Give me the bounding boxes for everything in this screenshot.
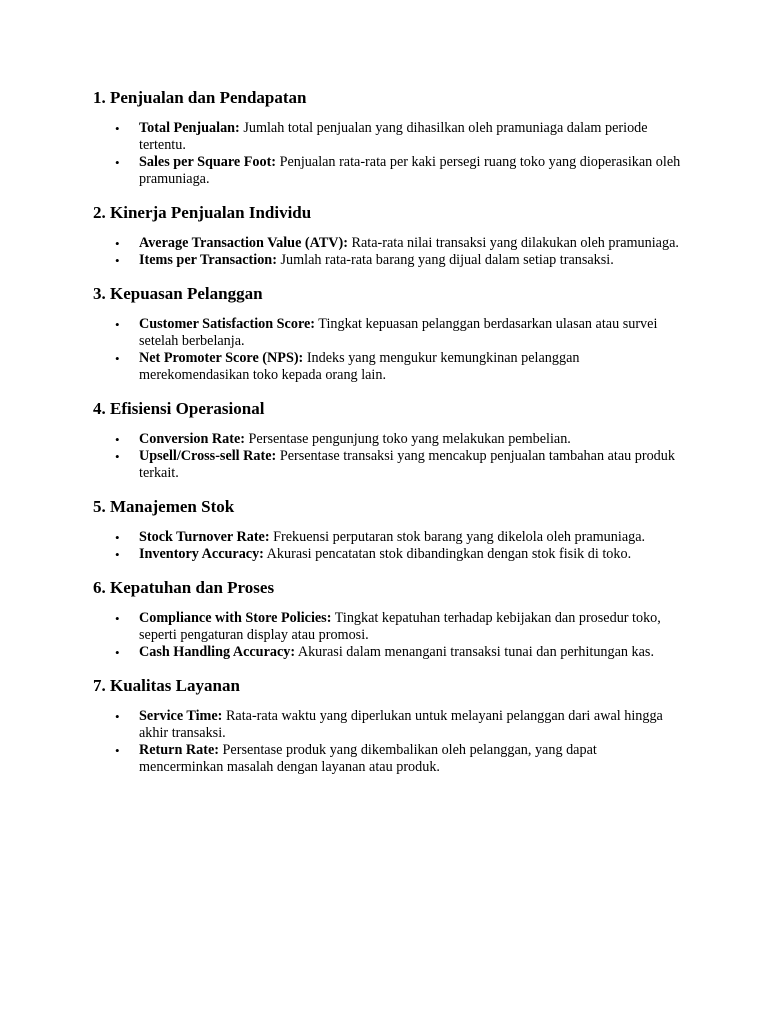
item-term: Sales per Square Foot:	[139, 154, 277, 170]
section-heading: 6. Kepatuhan dan Proses	[93, 578, 275, 597]
list-item	[93, 708, 683, 742]
bullet-list	[93, 120, 683, 188]
section-3	[93, 283, 683, 384]
bullet-icon: •	[115, 155, 120, 170]
section-5	[93, 496, 683, 563]
bullet-icon: •	[115, 709, 120, 724]
list-item	[93, 235, 683, 252]
item-term: Upsell/Cross-sell Rate:	[139, 448, 277, 464]
item-term: Items per Transaction:	[139, 252, 277, 268]
section-heading: 5. Manajemen Stok	[93, 497, 235, 516]
bullet-icon: •	[115, 317, 120, 332]
bullet-list	[93, 235, 683, 269]
list-item	[93, 350, 683, 384]
bullet-icon: •	[115, 547, 120, 562]
item-term: Average Transaction Value (ATV):	[139, 235, 348, 251]
item-description: Akurasi pencatatan stok dibandingkan dengan stok fisik di toko.	[263, 546, 632, 562]
item-term: Compliance with Store Policies:	[139, 610, 332, 626]
bullet-list	[93, 708, 683, 776]
list-item	[93, 546, 683, 563]
bullet-icon: •	[115, 432, 120, 447]
section-2	[93, 202, 683, 269]
document-body	[93, 87, 683, 776]
item-term: Conversion Rate:	[139, 431, 245, 447]
bullet-icon: •	[115, 121, 120, 136]
bullet-icon: •	[115, 351, 120, 366]
list-item	[93, 154, 683, 188]
bullet-list	[93, 610, 683, 661]
section-heading: 1. Penjualan dan Pendapatan	[93, 88, 307, 107]
bullet-icon: •	[115, 645, 120, 660]
item-description: Persentase produk yang dikembalikan oleh pelanggan, yang dapat mencerminkan masalah dengan layanan atau produk.	[139, 742, 597, 775]
bullet-icon: •	[115, 743, 120, 758]
item-term: Total Penjualan:	[139, 120, 240, 136]
item-term: Stock Turnover Rate:	[139, 529, 270, 545]
item-description: Persentase pengunjung toko yang melakukan pembelian.	[245, 431, 571, 447]
item-description: Tingkat kepatuhan terhadap kebijakan dan prosedur toko, seperti pengaturan display atau promosi.	[139, 610, 661, 643]
list-item	[93, 120, 683, 154]
list-item	[93, 644, 683, 661]
section-4	[93, 398, 683, 482]
item-description: Persentase transaksi yang mencakup penjualan tambahan atau produk terkait.	[139, 448, 675, 481]
section-6	[93, 577, 683, 661]
list-item	[93, 529, 683, 546]
item-description: Rata-rata nilai transaksi yang dilakukan oleh pramuniaga.	[347, 235, 679, 251]
item-description: Jumlah rata-rata barang yang dijual dalam setiap transaksi.	[276, 252, 614, 268]
item-description: Rata-rata waktu yang diperlukan untuk melayani pelanggan dari awal hingga akhir transaksi.	[139, 708, 663, 741]
section-heading: 7. Kualitas Layanan	[93, 676, 240, 695]
bullet-icon: •	[115, 530, 120, 545]
item-term: Cash Handling Accuracy:	[139, 644, 296, 660]
bullet-list	[93, 316, 683, 384]
section-1	[93, 87, 683, 188]
item-description: Penjualan rata-rata per kaki persegi ruang toko yang dioperasikan oleh pramuniaga.	[139, 154, 681, 187]
item-term: Net Promoter Score (NPS):	[139, 350, 304, 366]
bullet-icon: •	[115, 611, 120, 626]
bullet-icon: •	[115, 253, 120, 268]
list-item	[93, 431, 683, 448]
list-item	[93, 448, 683, 482]
list-item	[93, 742, 683, 776]
bullet-icon: •	[115, 449, 120, 464]
item-description: Tingkat kepuasan pelanggan berdasarkan ulasan atau survei setelah berbelanja.	[139, 316, 658, 349]
section-heading: 2. Kinerja Penjualan Individu	[93, 203, 312, 222]
item-description: Indeks yang mengukur kemungkinan pelanggan merekomendasikan toko kepada orang lain.	[139, 350, 580, 383]
item-description: Akurasi dalam menangani transaksi tunai dan perhitungan kas.	[295, 644, 655, 660]
item-term: Service Time:	[139, 708, 223, 724]
list-item	[93, 252, 683, 269]
section-heading: 3. Kepuasan Pelanggan	[93, 284, 263, 303]
item-term: Customer Satisfaction Score:	[139, 316, 316, 332]
list-item	[93, 316, 683, 350]
section-7	[93, 675, 683, 776]
bullet-list	[93, 529, 683, 563]
item-term: Inventory Accuracy:	[139, 546, 264, 562]
item-description: Jumlah total penjualan yang dihasilkan oleh pramuniaga dalam periode tertentu.	[139, 120, 648, 153]
list-item	[93, 610, 683, 644]
bullet-list	[93, 431, 683, 482]
item-term: Return Rate:	[139, 742, 219, 758]
item-description: Frekuensi perputaran stok barang yang dikelola oleh pramuniaga.	[269, 529, 646, 545]
bullet-icon: •	[115, 236, 120, 251]
section-heading: 4. Efisiensi Operasional	[93, 399, 265, 418]
